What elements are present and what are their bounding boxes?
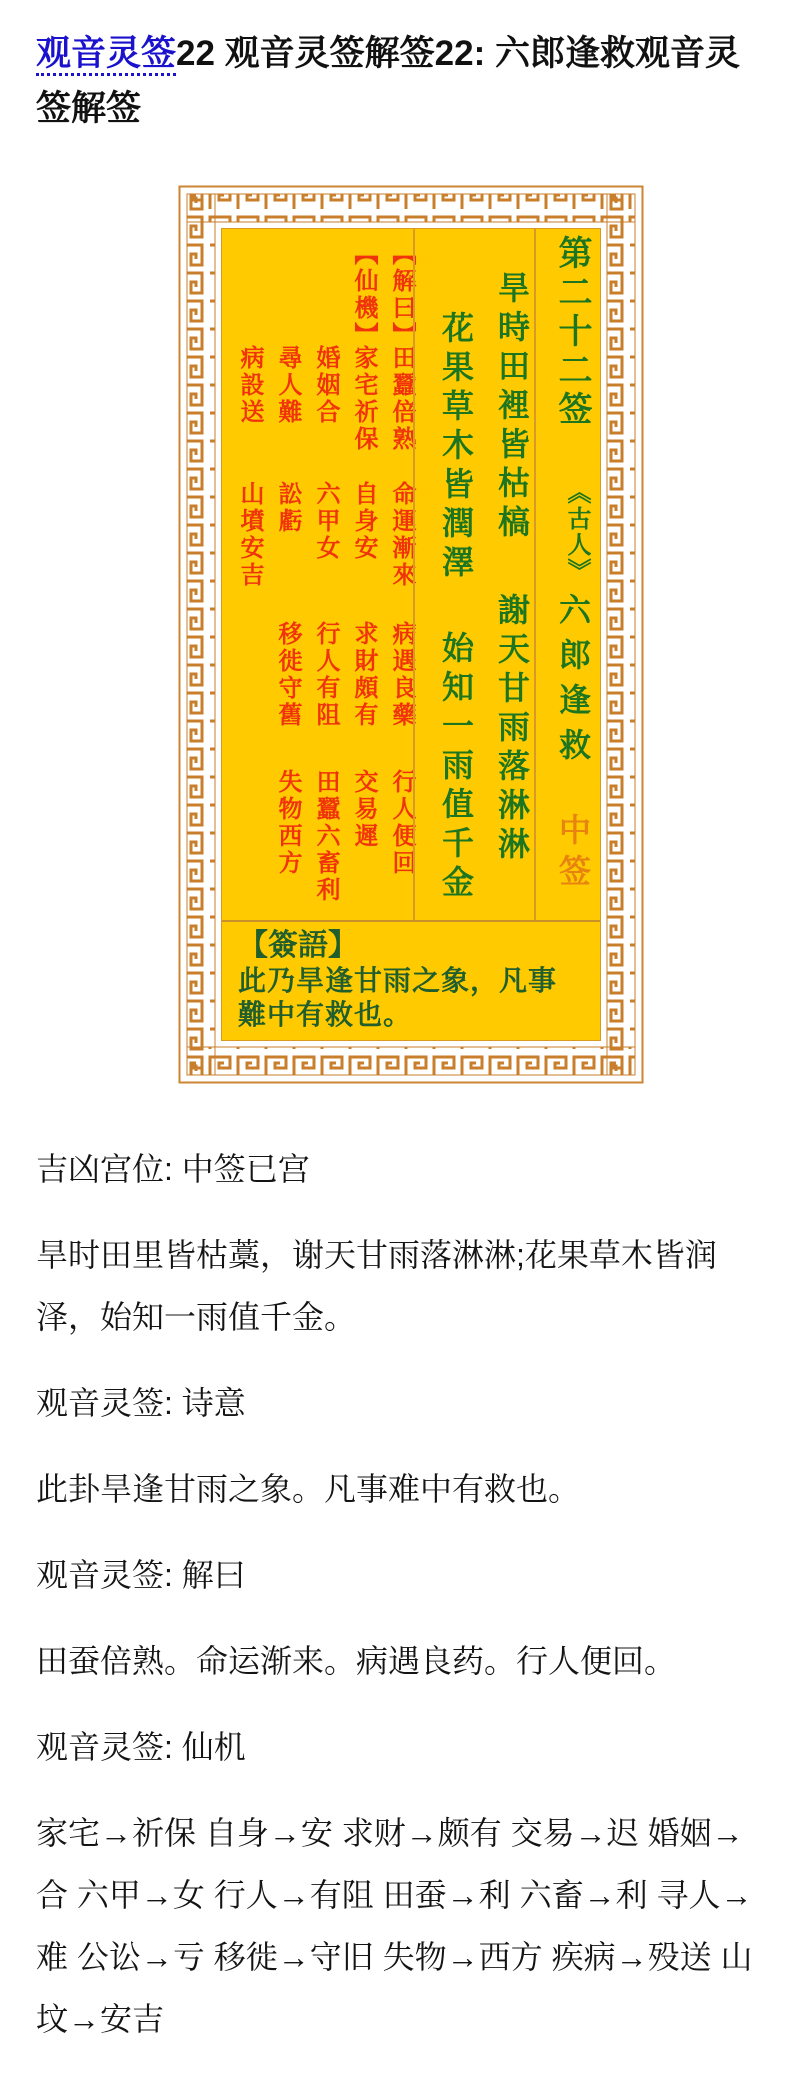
xianji-item: 山墳安吉: [236, 480, 263, 589]
paragraph-gongwei: 吉凶宫位: 中签已宫: [36, 1150, 310, 1187]
xianji-item: 家宅祈保: [350, 344, 377, 453]
xianji-item: 自身安: [350, 480, 377, 562]
card-header-column: [545, 229, 589, 920]
xianji-item: 婚姻合: [312, 344, 339, 426]
sign-number: 第二十二签: [553, 234, 591, 430]
jieyue-header: 【解曰】: [388, 240, 415, 349]
page-title: [36, 26, 764, 137]
xianji-item: 六甲女: [312, 480, 339, 562]
qianyu-text: 此乃旱逢甘雨之象，凡事難中有救也。: [238, 964, 558, 1030]
xianji-item: 行人有阻: [312, 620, 339, 729]
xianji-item: 訟虧: [274, 480, 301, 535]
card-header-section: [534, 229, 598, 920]
jieyue-item: 田蠶倍熟: [388, 344, 415, 453]
qianyu-header: 【簽語】: [238, 928, 358, 962]
xianji-column-3: [261, 241, 299, 920]
xianji-item: 田蠶六畜利: [312, 768, 339, 904]
fortune-card: [178, 185, 644, 1084]
paragraph-shiyi: 此卦旱逢甘雨之象。凡事难中有救也。: [36, 1470, 581, 1507]
card-poem-section: [413, 229, 534, 920]
interpretation-text: [0, 1138, 800, 2050]
poem-column-left: [426, 229, 472, 920]
xianji-column-2: [299, 241, 337, 920]
poem-line: 旱時田裡皆枯槁: [494, 270, 530, 544]
paragraph-jieyue: 田蚕倍熟。命运渐来。病遇良药。行人便回。: [36, 1642, 677, 1679]
poem-line: 花果草木皆潤澤: [438, 310, 474, 584]
card-qianyu-footer: [222, 920, 600, 1042]
paragraph-shiyi-label: 观音灵签: 诗意: [36, 1384, 246, 1421]
xianji-item: 病設送: [236, 344, 263, 426]
paragraph-xianji-label: 观音灵签: 仙机: [36, 1728, 246, 1765]
guanyin-lingqian-link[interactable]: 观音灵签: [36, 34, 176, 76]
xianji-column-4: [223, 241, 261, 920]
sign-hero-name: 六郎逢救: [555, 592, 591, 773]
xianji-header: 【仙機】: [350, 240, 377, 349]
poem-column-right: [482, 229, 528, 920]
paragraph-jieyue-label: 观音灵签: 解曰: [36, 1556, 246, 1593]
sign-category: 《古人》: [563, 479, 590, 584]
card-inner-panel: [221, 228, 601, 1041]
xianji-item: 失物西方: [274, 768, 301, 877]
sign-grade: 中签: [555, 812, 591, 895]
poem-line: 始知一雨值千金: [438, 630, 474, 904]
paragraph-poem: 旱时田里皆枯藁，谢天甘雨落淋淋;花果草木皆润泽，始知一雨值千金。: [36, 1236, 717, 1335]
xianji-column: [337, 241, 375, 920]
paragraph-xianji: 家宅→祈保 自身→安 求财→颇有 交易→迟 婚姻→合 六甲→女 行人→有阻 田蚕→利 六畜→利 寻人→难 公讼→亏 移徙→守旧 失物→西方 疾病→殁送 山坟→安吉: [36, 1814, 753, 2037]
card-jie-xianji-section: [222, 229, 413, 920]
jieyue-item: 命運漸來: [388, 480, 415, 589]
card-main-row: [222, 229, 600, 920]
xianji-item: 尋人難: [274, 344, 301, 426]
page-title-rest: 22 观音灵签解签22: 六郎逢救观音灵签解签: [36, 34, 740, 129]
xianji-item: 求財頗有: [350, 620, 377, 729]
jieyue-item: 病遇良藥: [388, 620, 415, 729]
jieyue-column: [375, 241, 413, 920]
poem-line: 謝天甘雨落淋淋: [494, 592, 530, 866]
xianji-item: 移徙守舊: [274, 620, 301, 729]
xianji-item: 交易遲: [350, 768, 377, 850]
jieyue-item: 行人便回: [388, 768, 415, 877]
